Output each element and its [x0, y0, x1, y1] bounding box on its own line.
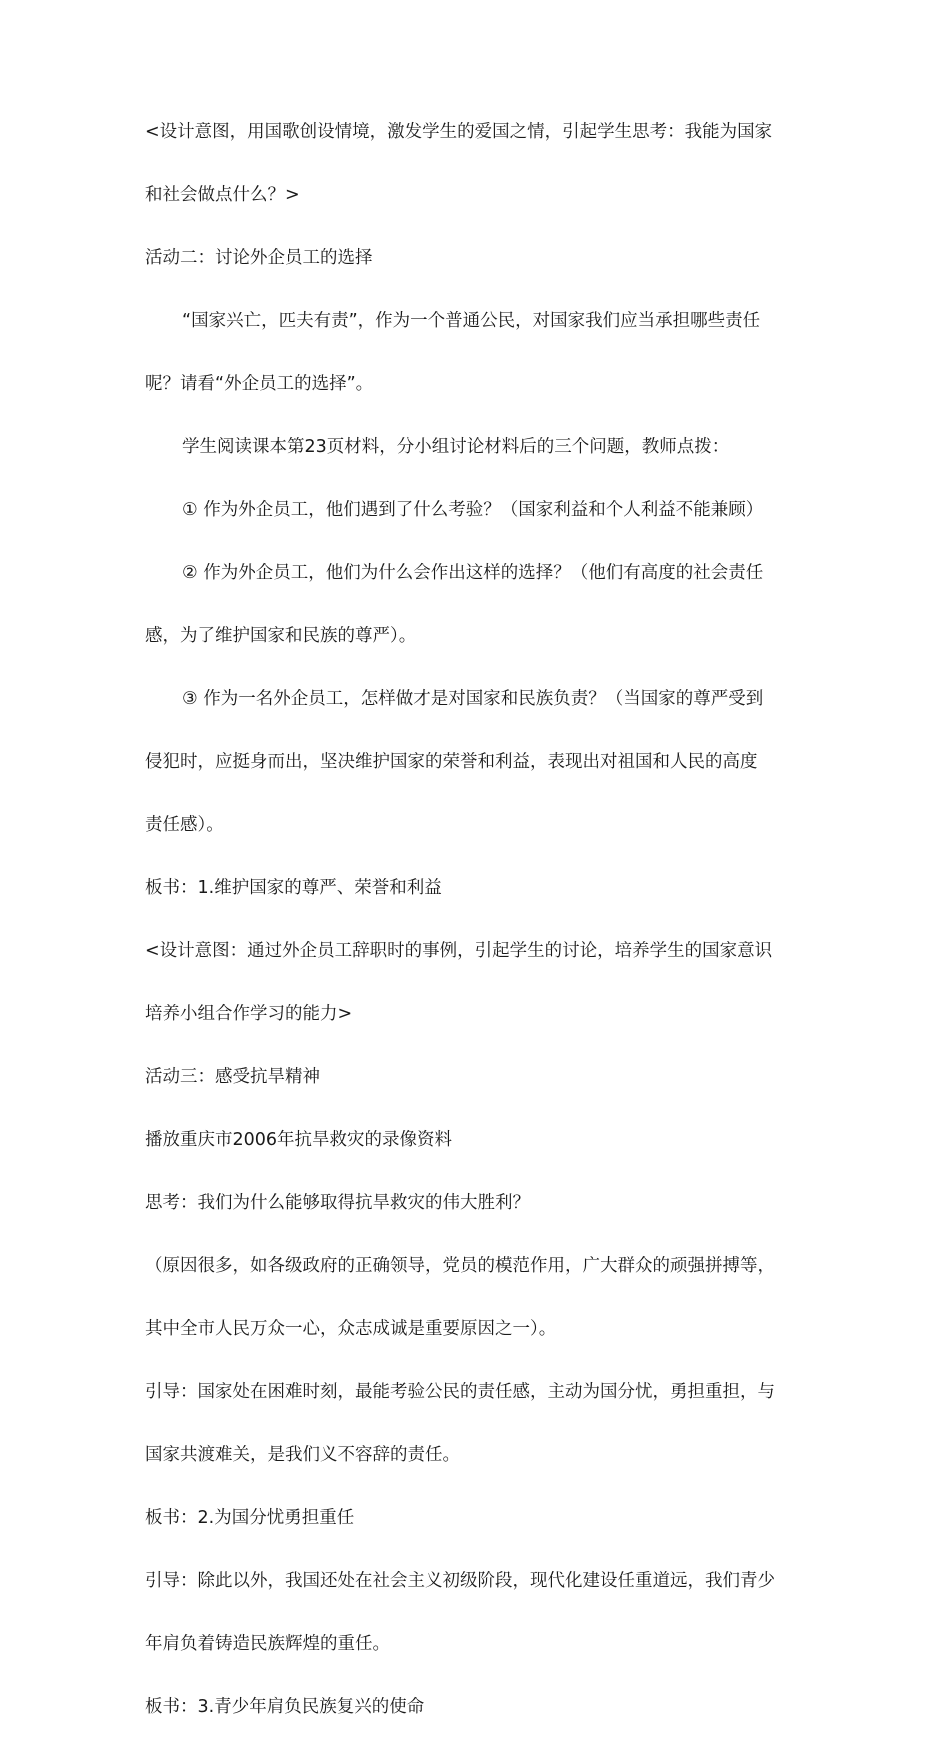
line-spacer — [145, 1025, 810, 1067]
line-spacer — [145, 1214, 810, 1256]
line-spacer — [145, 899, 810, 941]
line-spacer — [145, 269, 810, 311]
text-line: “国家兴亡，匹夫有责”，作为一个普通公民，对国家我们应当承担哪些责任 — [182, 311, 761, 331]
line-spacer — [145, 584, 810, 626]
line-spacer — [145, 836, 810, 878]
text-line: 国家共渡难关，是我们义不容辞的责任。 — [145, 1445, 460, 1465]
text-line: 呢？请看“外企员工的选择”。 — [145, 374, 374, 394]
line-spacer — [145, 395, 810, 437]
text-line: 侵犯时，应挺身而出，坚决维护国家的荣誉和利益，表现出对祖国和人民的高度 — [145, 752, 758, 772]
text-line: <设计意图：通过外企员工辞职时的事例，引起学生的讨论，培养学生的国家意识 — [145, 941, 773, 961]
text-line: 引导：国家处在困难时刻，最能考验公民的责任感，主动为国分忧，勇担重担，与 — [145, 1382, 775, 1402]
text-line: 年肩负着铸造民族辉煌的重任。 — [145, 1634, 390, 1654]
text-line: <设计意图，用国歌创设情境，激发学生的爱国之情，引起学生思考：我能为国家 — [145, 122, 773, 142]
text-line: 责任感）。 — [145, 815, 224, 835]
line-spacer — [145, 332, 810, 374]
line-spacer — [145, 710, 810, 752]
line-spacer — [145, 1340, 810, 1382]
text-line: 引导：除此以外，我国还处在社会主义初级阶段，现代化建设任重道远，我们青少 — [145, 1571, 775, 1591]
text-line: 活动二：讨论外企员工的选择 — [145, 248, 373, 268]
text-line: 其中全市人民万众一心，众志成诚是重要原因之一）。 — [145, 1319, 557, 1339]
line-spacer — [145, 1088, 810, 1130]
text-line: （原因很多，如各级政府的正确领导，党员的模范作用，广大群众的顽强拼搏等， — [145, 1256, 775, 1276]
text-line: 培养小组合作学习的能力> — [145, 1004, 353, 1024]
line-spacer — [145, 143, 810, 185]
text-line: 板书：3.青少年肩负民族复兴的使命 — [145, 1697, 425, 1717]
line-spacer — [145, 773, 810, 815]
text-line: 学生阅读课本第23页材料，分小组讨论材料后的三个问题，教师点拨： — [182, 437, 730, 457]
line-spacer — [145, 1529, 810, 1571]
line-spacer — [145, 1151, 810, 1193]
text-line: 板书：2.为国分忧勇担重任 — [145, 1508, 355, 1528]
line-spacer — [145, 206, 810, 248]
text-line: ② 作为外企员工，他们为什么会作出这样的选择？（他们有高度的社会责任 — [182, 563, 764, 583]
line-spacer — [145, 1655, 810, 1697]
text-line: 和社会做点什么？> — [145, 185, 300, 205]
line-spacer — [145, 1592, 810, 1634]
text-line: ③ 作为一名外企员工，怎样做才是对国家和民族负责？（当国家的尊严受到 — [182, 689, 764, 709]
text-line: 板书：1.维护国家的尊严、荣誉和利益 — [145, 878, 442, 898]
line-spacer — [145, 458, 810, 500]
line-spacer — [145, 1403, 810, 1445]
line-spacer — [145, 647, 810, 689]
text-line: ① 作为外企员工，他们遇到了什么考验？（国家利益和个人利益不能兼顾） — [182, 500, 764, 520]
line-spacer — [145, 521, 810, 563]
line-spacer — [145, 1718, 810, 1760]
line-spacer — [145, 1466, 810, 1508]
text-line: 感，为了维护国家和民族的尊严）。 — [145, 626, 417, 646]
document-body — [145, 122, 810, 1760]
text-line: 思考：我们为什么能够取得抗旱救灾的伟大胜利？ — [145, 1193, 530, 1213]
line-spacer — [145, 962, 810, 1004]
text-line: 播放重庆市2006年抗旱救灾的录像资料 — [145, 1130, 453, 1150]
text-line: 活动三：感受抗旱精神 — [145, 1067, 320, 1087]
line-spacer — [145, 1277, 810, 1319]
